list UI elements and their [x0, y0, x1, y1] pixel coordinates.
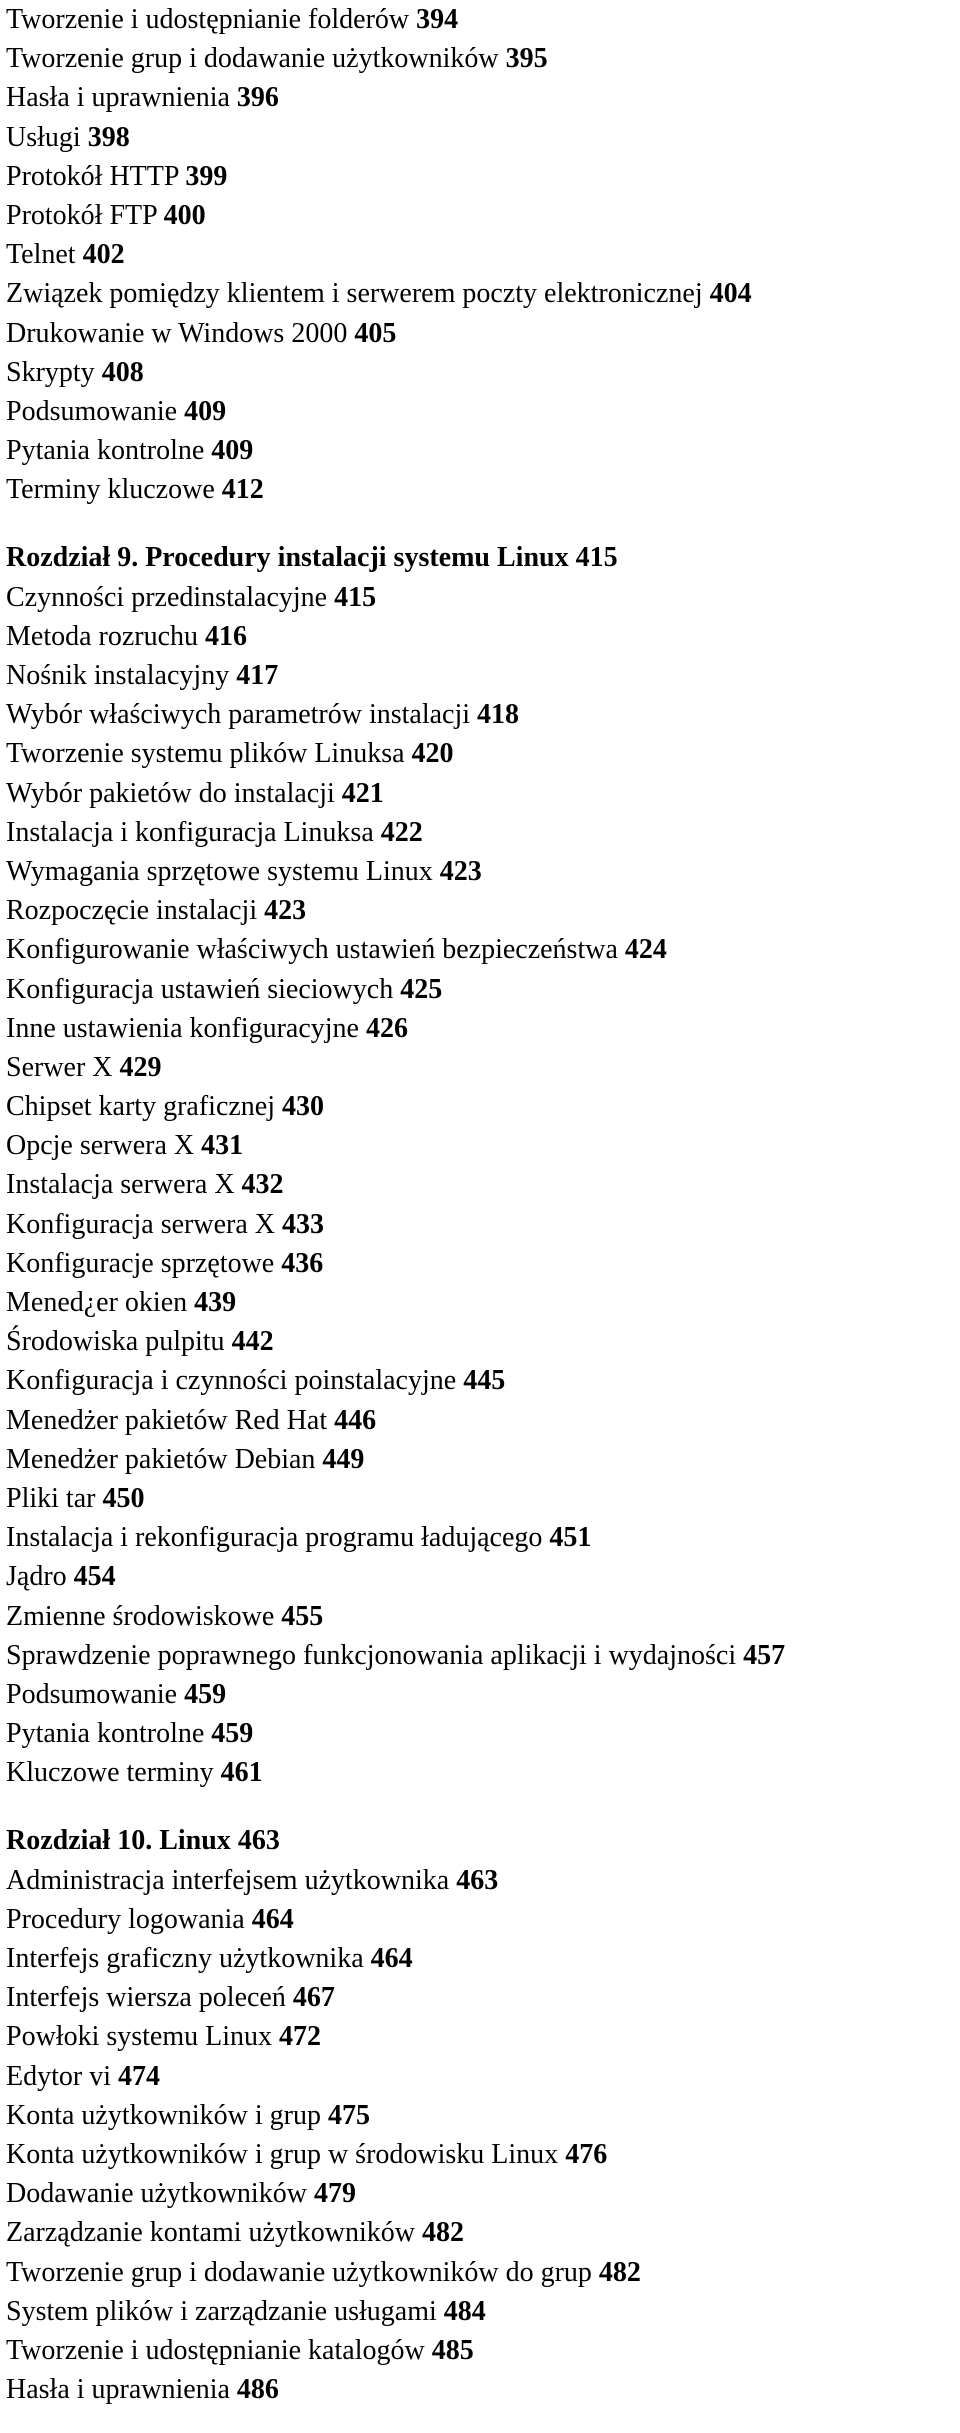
- toc-entry: [6, 1518, 956, 1557]
- toc-entry: [6, 695, 956, 734]
- toc-entry-title: Sprawdzenie poprawnego funkcjonowania aplikacji i wydajności: [6, 1639, 737, 1671]
- toc-entry-title: Konfiguracja ustawień sieciowych: [6, 973, 394, 1005]
- toc-entry: [6, 578, 956, 617]
- toc-entry: [6, 1205, 956, 1244]
- toc-entry-title: Konfiguracja i czynności poinstalacyjne: [6, 1365, 457, 1397]
- toc-entry-title: Serwer X: [6, 1051, 113, 1083]
- toc-entry-page: 422: [380, 816, 423, 848]
- toc-entry-page: 482: [598, 2256, 641, 2288]
- toc-entry-page: 463: [456, 1864, 499, 1896]
- chapter-page: 415: [575, 542, 618, 574]
- toc-entry: [6, 314, 956, 353]
- toc-entry-page: 479: [313, 2178, 356, 2210]
- toc-entry: [6, 274, 956, 313]
- toc-entry-title: Dodawanie użytkowników: [6, 2178, 307, 2210]
- toc-entry-title: Pytania kontrolne: [6, 435, 205, 467]
- toc-entry: [6, 1714, 956, 1753]
- toc-entry-title: Instalacja i konfiguracja Linuksa: [6, 816, 374, 848]
- toc-entry-title: Jądro: [6, 1561, 67, 1593]
- toc-entry-title: Konfiguracja serwera X: [6, 1208, 275, 1240]
- toc-entry-title: Czynności przedinstalacyjne: [6, 581, 328, 613]
- toc-entry-title: Pytania kontrolne: [6, 1718, 205, 1750]
- toc-entry-title: Konfigurowanie właściwych ustawień bezpieczeństwa: [6, 934, 618, 966]
- toc-entry-title: Tworzenie grup i dodawanie użytkowników: [6, 43, 499, 75]
- toc-entry-title: Konta użytkowników i grup w środowisku Linux: [6, 2138, 559, 2170]
- toc-entry-title: Zarządzanie kontami użytkowników: [6, 2217, 415, 2249]
- section-spacer: [6, 509, 956, 538]
- toc-entry-title: Inne ustawienia konfiguracyjne: [6, 1012, 359, 1044]
- toc-entry: [6, 2174, 956, 2213]
- toc-entry-page: 425: [400, 973, 443, 1005]
- toc-entry-page: 486: [236, 2374, 279, 2406]
- toc-entry-page: 445: [463, 1365, 506, 1397]
- toc-entry-title: Tworzenie i udostępnianie folderów: [6, 4, 410, 35]
- toc-entry: [6, 774, 956, 813]
- toc-entry: [6, 930, 956, 969]
- toc-entry-page: 421: [341, 777, 384, 809]
- chapter-heading: [6, 1821, 956, 1860]
- toc-entry-page: 416: [205, 620, 248, 652]
- toc-entry-page: 405: [354, 317, 397, 349]
- toc-entry-title: Skrypty: [6, 356, 95, 388]
- toc-entry-title: Chipset karty graficznej: [6, 1091, 276, 1123]
- toc-entry: [6, 1048, 956, 1087]
- toc-entry-title: Instalacja serwera X: [6, 1169, 235, 1201]
- toc-entry: [6, 734, 956, 773]
- toc-entry-page: 394: [416, 4, 459, 35]
- toc-entry: [6, 1087, 956, 1126]
- toc-entry-title: Opcje serwera X: [6, 1130, 195, 1162]
- toc-entry-page: 484: [443, 2295, 486, 2327]
- toc-entry: [6, 1597, 956, 1636]
- toc-entry-page: 476: [565, 2138, 608, 2170]
- toc-entry-title: Terminy kluczowe: [6, 474, 215, 506]
- toc-entry: [6, 1283, 956, 1322]
- toc-entry-title: Telnet: [6, 239, 76, 271]
- toc-entry: [6, 392, 956, 431]
- toc-entry-page: 485: [431, 2334, 474, 2366]
- toc-entry: [6, 2096, 956, 2135]
- toc-entry-page: 472: [279, 2021, 322, 2053]
- toc-entry: [6, 970, 956, 1009]
- toc-entry: [6, 1479, 956, 1518]
- toc-entry-page: 464: [251, 1903, 294, 1935]
- toc-entry-title: Tworzenie grup i dodawanie użytkowników do grup: [6, 2256, 592, 2288]
- toc-entry-page: 442: [231, 1326, 274, 1358]
- toc-entry: [6, 1126, 956, 1165]
- toc-entry-title: Menedżer pakietów Debian: [6, 1443, 316, 1475]
- toc-entry-page: 426: [365, 1012, 408, 1044]
- toc-entry-page: 400: [163, 199, 206, 231]
- toc-entry: [6, 196, 956, 235]
- toc-entry: [6, 353, 956, 392]
- toc-entry: [6, 852, 956, 891]
- section-spacer: [6, 1792, 956, 1821]
- toc-entry-page: 415: [334, 581, 377, 613]
- toc-entry-page: 449: [322, 1443, 365, 1475]
- toc-entry: [6, 1440, 956, 1479]
- toc-entry-title: Tworzenie i udostępnianie katalogów: [6, 2334, 425, 2366]
- toc-entry: [6, 1675, 956, 1714]
- toc-entry: [6, 1861, 956, 1900]
- toc-entry-title: Usługi: [6, 121, 81, 153]
- toc-entry-page: 396: [236, 82, 279, 114]
- toc-entry-title: Pliki tar: [6, 1482, 96, 1514]
- toc-entry: [6, 1322, 956, 1361]
- toc-entry-page: 423: [264, 895, 307, 927]
- toc-entry-title: Interfejs graficzny użytkownika: [6, 1943, 364, 1974]
- toc-entry-title: Wybór właściwych parametrów instalacji: [6, 699, 471, 731]
- toc-entry: [6, 1636, 956, 1675]
- toc-entry-title: Wymagania sprzętowe systemu Linux: [6, 855, 433, 887]
- toc-entry-page: 429: [119, 1051, 162, 1083]
- table-of-contents: [6, 0, 956, 2409]
- toc-entry-page: 433: [281, 1208, 324, 1240]
- toc-entry-page: 404: [709, 278, 752, 310]
- toc-entry: [6, 39, 956, 78]
- toc-entry: [6, 2017, 956, 2056]
- toc-entry: [6, 1244, 956, 1283]
- toc-entry: [6, 1978, 956, 2017]
- toc-chapter-10: [6, 1821, 956, 2409]
- toc-entry-page: 423: [439, 855, 482, 887]
- toc-entry: [6, 2370, 956, 2409]
- toc-entry-page: 408: [101, 356, 144, 388]
- toc-entry-page: 467: [292, 1982, 335, 2014]
- toc-entry-title: Powłoki systemu Linux: [6, 2021, 273, 2053]
- toc-entry-title: Zmienne środowiskowe: [6, 1600, 275, 1632]
- toc-entry-page: 417: [236, 660, 279, 691]
- toc-entry: [6, 656, 956, 695]
- toc-entry: [6, 78, 956, 117]
- toc-entry-page: 459: [184, 1678, 227, 1710]
- toc-entry-page: 464: [370, 1943, 413, 1974]
- toc-entry-page: 454: [73, 1561, 116, 1593]
- toc-entry: [6, 2292, 956, 2331]
- toc-entry-title: Interfejs wiersza poleceń: [6, 1982, 286, 2014]
- toc-entry: [6, 891, 956, 930]
- toc-entry-title: Hasła i uprawnienia: [6, 82, 230, 114]
- toc-entry-title: Nośnik instalacyjny: [6, 660, 230, 691]
- toc-entry: [6, 813, 956, 852]
- toc-entry-title: System plików i zarządzanie usługami: [6, 2295, 437, 2327]
- toc-entry-page: 409: [184, 395, 227, 427]
- toc-entry: [6, 1401, 956, 1440]
- toc-entry: [6, 1939, 956, 1978]
- chapter-heading: [6, 538, 956, 577]
- toc-entry: [6, 0, 956, 39]
- toc-entry: [6, 2213, 956, 2252]
- toc-entry: [6, 1009, 956, 1048]
- toc-entry-page: 424: [624, 934, 667, 966]
- toc-entry-page: 418: [477, 699, 520, 731]
- toc-entry-title: Menedżer pakietów Red Hat: [6, 1404, 328, 1436]
- toc-entry-title: Podsumowanie: [6, 395, 178, 427]
- toc-entry-page: 409: [211, 435, 254, 467]
- toc-entry-page: 402: [82, 239, 125, 271]
- toc-entry-page: 395: [505, 43, 548, 75]
- toc-entry: [6, 1900, 956, 1939]
- toc-entry-page: 436: [281, 1247, 324, 1279]
- toc-entry-page: 399: [185, 160, 228, 192]
- toc-entry-page: 459: [211, 1718, 254, 1750]
- toc-entry: [6, 1557, 956, 1596]
- toc-entry: [6, 118, 956, 157]
- toc-entry-page: 474: [118, 2060, 160, 2092]
- toc-entry: [6, 235, 956, 274]
- toc-entry-title: Instalacja i rekonfiguracja programu ładującego: [6, 1522, 543, 1554]
- toc-entry-page: 398: [87, 121, 130, 153]
- toc-entry-title: Procedury logowania: [6, 1903, 245, 1935]
- toc-entry: [6, 2253, 956, 2292]
- toc-entry-title: Konta użytkowników i grup: [6, 2099, 321, 2131]
- toc-entry-page: 455: [281, 1600, 324, 1632]
- toc-entry-title: Konfiguracje sprzętowe: [6, 1247, 275, 1279]
- toc-entry-title: Rozpoczęcie instalacji: [6, 895, 258, 927]
- toc-chapter-9: [6, 538, 956, 1792]
- toc-entry-title: Wybór pakietów do instalacji: [6, 777, 335, 809]
- toc-entry-title: Hasła i uprawnienia: [6, 2374, 230, 2406]
- toc-entry-page: 457: [743, 1639, 786, 1671]
- toc-entry-page: 482: [421, 2217, 464, 2249]
- toc-entry: [6, 617, 956, 656]
- toc-entry-title: Mened¿er okien: [6, 1287, 188, 1318]
- toc-entry-title: Metoda rozruchu: [6, 620, 199, 652]
- toc-entry: [6, 157, 956, 196]
- chapter-title: Rozdział 9. Procedury instalacji systemu Linux: [6, 542, 569, 574]
- toc-section-previous: [6, 0, 956, 509]
- toc-entry: [6, 470, 956, 509]
- toc-entry-page: 450: [102, 1482, 145, 1514]
- toc-entry-page: 451: [549, 1522, 592, 1554]
- toc-entry: [6, 2057, 956, 2096]
- toc-entry: [6, 2331, 956, 2370]
- toc-entry-title: Edytor vi: [6, 2060, 111, 2092]
- toc-entry-page: 420: [411, 738, 454, 770]
- toc-entry-title: Kluczowe terminy: [6, 1757, 214, 1789]
- toc-entry-title: Związek pomiędzy klientem i serwerem poczty elektronicznej: [6, 278, 703, 310]
- toc-entry: [6, 1165, 956, 1204]
- toc-entry-page: 430: [282, 1091, 325, 1123]
- toc-entry-title: Drukowanie w Windows 2000: [6, 317, 348, 349]
- chapter-title: Rozdział 10. Linux: [6, 1825, 231, 1857]
- toc-entry-title: Administracja interfejsem użytkownika: [6, 1864, 450, 1896]
- toc-entry-title: Podsumowanie: [6, 1678, 178, 1710]
- toc-entry: [6, 431, 956, 470]
- toc-entry-title: Tworzenie systemu plików Linuksa: [6, 738, 405, 770]
- toc-entry-title: Protokół HTTP: [6, 160, 179, 192]
- toc-entry-title: Protokół FTP: [6, 199, 157, 231]
- toc-entry: [6, 1753, 956, 1792]
- toc-entry-page: 475: [327, 2099, 370, 2131]
- toc-entry: [6, 2135, 956, 2174]
- toc-entry: [6, 1361, 956, 1400]
- toc-entry-page: 461: [220, 1757, 263, 1789]
- toc-entry-title: Środowiska pulpitu: [6, 1326, 225, 1358]
- toc-entry-page: 412: [221, 474, 264, 506]
- toc-entry-page: 446: [334, 1404, 377, 1436]
- chapter-page: 463: [237, 1825, 280, 1857]
- toc-entry-page: 432: [241, 1169, 284, 1201]
- toc-entry-page: 431: [201, 1130, 244, 1162]
- toc-entry-page: 439: [194, 1287, 237, 1318]
